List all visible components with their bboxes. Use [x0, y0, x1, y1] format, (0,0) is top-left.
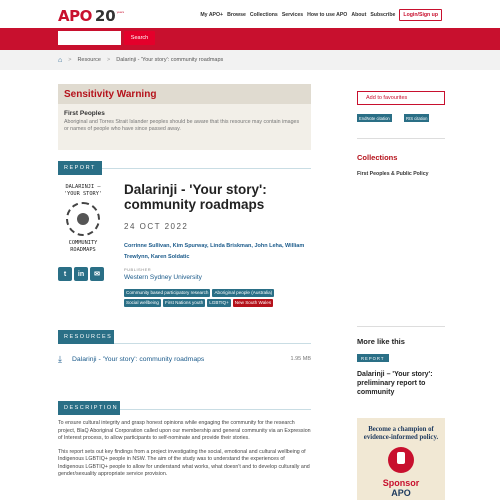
nav-my-apo[interactable]: My APO+: [200, 12, 224, 18]
search-input[interactable]: [58, 31, 121, 45]
logo-apo-text: APO: [58, 7, 92, 25]
description-paragraph: This report sets out key findings from a project investigating the social, emotional and cultural wellbeing of Indigenous LGBTIQ+ people in NSW. The aim of the study was to understand the experiences of Indigenous LGBTIQ+ people to allow for understand what works, what doesn't and to develop culturally and gender/sexuality appropriate service provision.: [58, 448, 310, 477]
warning-title: First Peoples: [64, 110, 105, 117]
home-icon[interactable]: ⌂: [58, 56, 63, 64]
breadcrumb: [0, 50, 500, 70]
nav-services[interactable]: Services: [281, 12, 304, 18]
description-paragraph: To ensure cultural integrity and grasp honest opinions while engaging the community for the research project, BlaQ Aboriginal Corporation called upon our membership and general community via an Expression of Interest process, to allow participants to self-nominate and provide their stories.: [58, 420, 311, 441]
download-icon[interactable]: ⤓: [58, 353, 62, 364]
breadcrumb-current: Dalarinji - 'Your story': community roadmaps: [116, 57, 224, 63]
publisher-label: PUBLISHER: [124, 267, 152, 272]
author-list: Corrinne Sullivan, Kim Spurway, Linda Briskman, John Leha, William Trewlynn, Karen Soldatic: [124, 243, 305, 260]
sponsor-line2: APO: [391, 488, 411, 498]
publisher-link[interactable]: Western Sydney University: [124, 274, 202, 281]
nav-subscribe[interactable]: Subscribe: [370, 12, 396, 18]
author-link[interactable]: John Leha: [254, 243, 282, 249]
more-like-this-heading: More like this: [357, 337, 405, 346]
breadcrumb-separator: >: [107, 57, 111, 63]
author-link[interactable]: Karen Soldatic: [150, 254, 190, 260]
breadcrumb-separator: >: [68, 57, 72, 63]
twitter-icon[interactable]: t: [58, 267, 72, 281]
breadcrumb-resource[interactable]: Resource: [77, 57, 101, 63]
nav-about[interactable]: About: [351, 12, 367, 18]
tag[interactable]: Aboriginal people (Australia): [214, 290, 273, 295]
tag[interactable]: Community based participatory research: [126, 290, 209, 295]
sidebar-divider: [357, 138, 445, 139]
endnote-citation-button[interactable]: EndNote citation: [359, 115, 390, 121]
cover-line1: DALARINJI –: [65, 184, 101, 190]
author-link[interactable]: Corrinne Sullivan: [124, 243, 170, 249]
share-buttons: [58, 267, 104, 281]
page-title: Dalarinji - 'Your story': community roadmaps: [124, 182, 267, 212]
nav-collections[interactable]: Collections: [249, 12, 278, 18]
sensitivity-warning: [58, 84, 311, 150]
nav-how-to-use[interactable]: How to use APO: [307, 12, 348, 18]
sponsor-text: Become a champion of evidence-informed policy.: [363, 426, 439, 441]
search-button[interactable]: Search: [124, 31, 155, 45]
nav-browse[interactable]: Browse: [227, 12, 246, 18]
publish-date: 24 OCT 2022: [124, 222, 189, 231]
cover-line3: COMMUNITY: [68, 240, 98, 246]
tag[interactable]: LGBTIQ+: [209, 300, 229, 305]
top-bar: [0, 0, 500, 28]
report-label: REPORT: [58, 161, 102, 175]
apo-logo[interactable]: [58, 6, 124, 24]
tag[interactable]: New South Wales: [234, 300, 272, 305]
author-link[interactable]: Linda Briskman: [210, 243, 252, 249]
logo-number: 20: [94, 7, 116, 25]
resources-label: RESOURCES: [58, 330, 114, 344]
description-label: DESCRIPTION: [58, 401, 120, 415]
collections-heading: Collections: [357, 153, 398, 162]
search-bar: [0, 28, 500, 50]
author-link[interactable]: William Trewlynn: [124, 243, 305, 260]
more-report-label: REPORT: [357, 354, 389, 362]
add-to-favourites-button[interactable]: Add to favourites: [357, 91, 445, 105]
sidebar-divider: [357, 326, 445, 327]
description-text: [58, 420, 311, 485]
ris-citation-button[interactable]: RIS citation: [406, 115, 428, 121]
linkedin-icon[interactable]: in: [74, 267, 88, 281]
author-link[interactable]: Kim Spurway: [172, 243, 208, 249]
logo-years: years: [116, 10, 125, 14]
sponsor-banner[interactable]: [357, 418, 445, 500]
file-size: 1.95 MB: [290, 356, 311, 362]
main-nav: [200, 9, 442, 21]
login-button[interactable]: Login/Sign up: [399, 9, 442, 21]
warning-text: Aboriginal and Torres Strait Islander peoples should be aware that this resource may contain images or names of people who have since passed away.: [64, 119, 300, 132]
file-name-link[interactable]: Dalarinji - 'Your story': community roadmaps: [72, 355, 205, 363]
report-cover[interactable]: [58, 184, 108, 276]
tag-list: [124, 289, 309, 307]
collection-item[interactable]: First Peoples & Public Policy: [357, 171, 429, 177]
sponsor-badge-icon: [388, 447, 414, 473]
warning-header: [58, 84, 311, 104]
tag[interactable]: Social wellbeing: [126, 300, 159, 305]
warning-body: [58, 104, 311, 139]
more-like-this-link[interactable]: Dalarinji – 'Your story': preliminary report to community: [357, 371, 433, 396]
tag[interactable]: First Nations youth: [164, 300, 204, 305]
email-icon[interactable]: ✉: [90, 267, 104, 281]
sponsor-line1: Sponsor: [382, 478, 420, 488]
cover-artwork-icon: [66, 202, 100, 236]
cover-line2: 'YOUR STORY': [63, 191, 103, 197]
file-row[interactable]: [58, 351, 311, 367]
warning-heading: Sensitivity Warning: [64, 88, 157, 100]
cover-line4: ROADMAPS: [70, 247, 96, 253]
